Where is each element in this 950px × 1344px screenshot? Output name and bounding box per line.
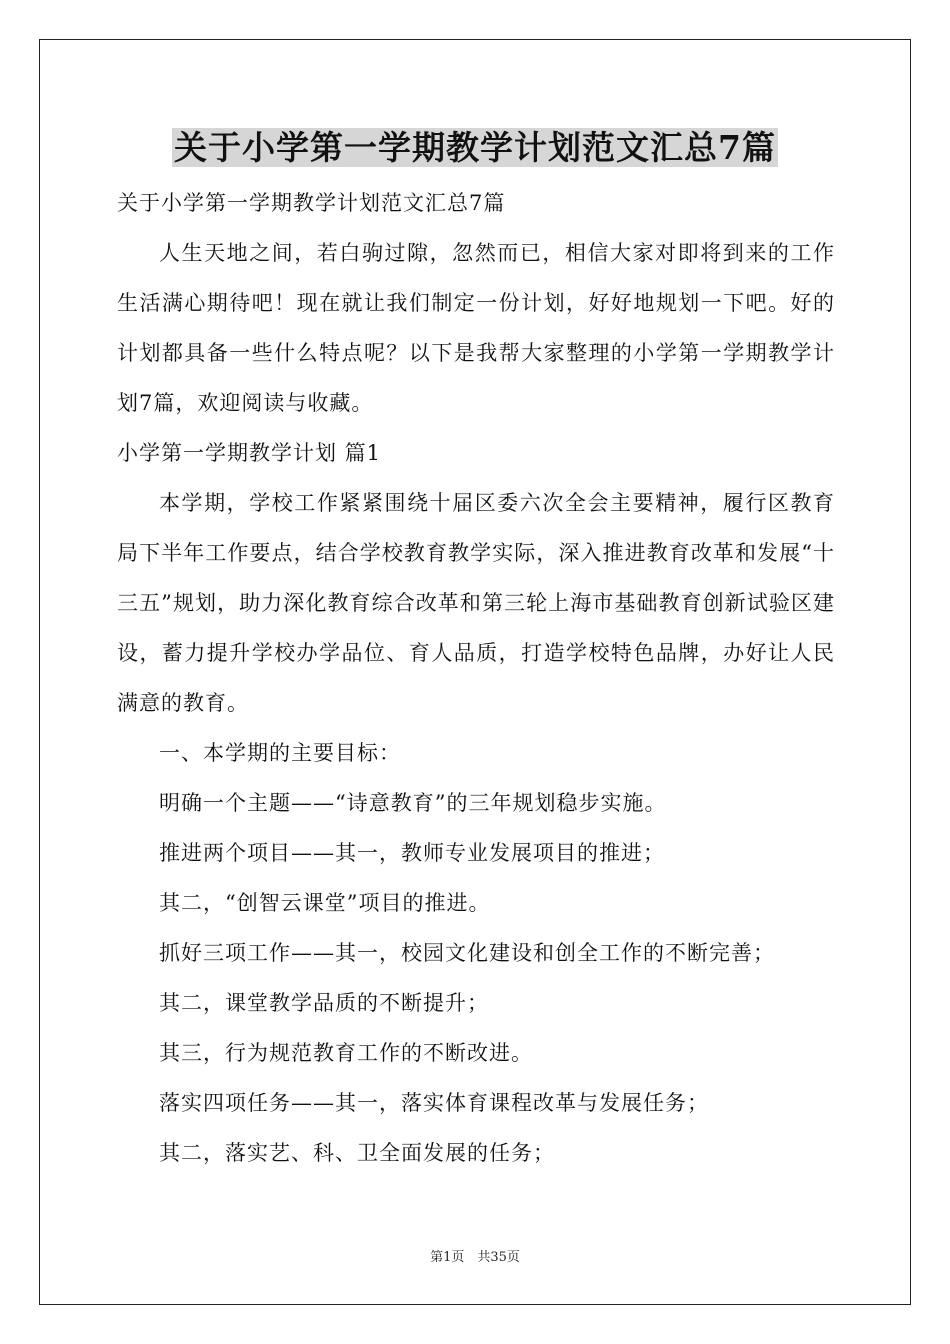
list-item: 其三，行为规范教育工作的不断改进。 [159,1041,533,1065]
section-heading: 小学第一学期教学计划 篇1 [117,441,382,465]
body-paragraph: 本学期，学校工作紧紧围绕十届区委六次全会主要精神，履行区教育局下半年工作要点，结合学校教育教学实际，深入推进教育改革和发展“十三五”规划，助力深化教育综合改革和第三轮上海市基础教育创新试验区建设，蓄力提升学校办学品位、育人品质，打造学校特色品牌，办好让人民满意的教育。 [117,491,835,715]
list-heading: 一、本学期的主要目标： [159,741,401,765]
list-item: 其二，“创智云课堂”项目的推进。 [159,891,491,915]
list-item: 抓好三项工作——其一，校园文化建设和创全工作的不断完善； [159,941,775,965]
document-body [117,178,835,1178]
list-item: 其二，落实艺、科、卫全面发展的任务； [159,1141,555,1165]
intro-paragraph: 人生天地之间，若白驹过隙，忽然而已，相信大家对即将到来的工作生活满心期待吧！现在就让我们制定一份计划，好好地规划一下吧。好的计划都具备一些什么特点呢？以下是我帮大家整理的小学第一学期教学计划7篇，欢迎阅读与收藏。 [117,241,835,415]
list-item: 其二，课堂教学品质的不断提升； [159,991,489,1015]
page-footer: 第1页 共35页 [430,1250,520,1265]
document-title [0,128,950,168]
list-item: 推进两个项目——其一，教师专业发展项目的推进； [159,841,665,865]
document-subtitle: 关于小学第一学期教学计划范文汇总7篇 [117,191,506,215]
document-title-text: 关于小学第一学期教学计划范文汇总7篇 [174,128,776,167]
list-item: 落实四项任务——其一，落实体育课程改革与发展任务； [159,1091,709,1115]
list-item: 明确一个主题——“诗意教育”的三年规划稳步实施。 [159,791,667,815]
